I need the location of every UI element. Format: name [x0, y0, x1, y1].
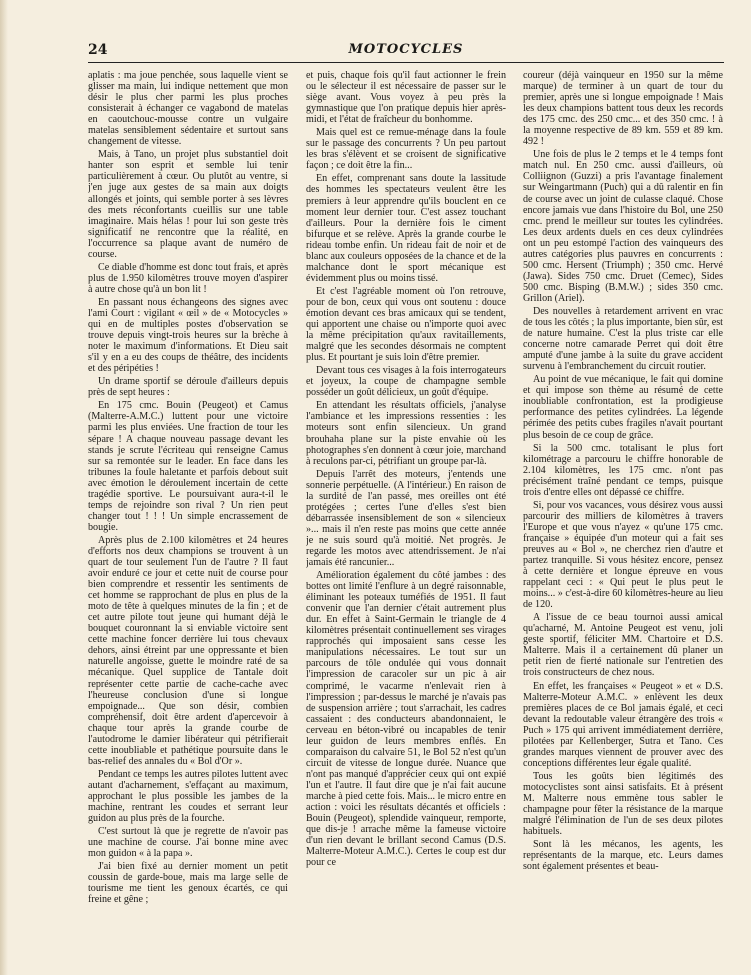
page-gutter-shadow	[0, 0, 8, 975]
paragraph: Une fois de plus le 2 temps et le 4 temps font match nul. En 250 cmc. aussi d'ailleurs, où Colliignon (Guzzi) a pris l'avantage finalement sur Weingartmann (Puch) qui a dû ralentir en fin de course avec un joint de culasse claqué. Chose encore jamais vue dans l'histoire du Bol, une 250 cmc. prend le meilleur sur toutes les cylindrées. Les deux ardents duels en ces deux cylindrées ont un peu estompé l'action des vainqueurs des autres catégories plus pauvres en concurrents : 500 cmc. Hersent (Triumph) ; 350 cmc. Hervé (Jawa). Sides 750 cmc. Druet (Cemec), Sides 500 cmc. Bisping (B.M.W.) ; sides 350 cmc. Grillon (Ariel).	[523, 149, 723, 304]
text-column-3	[523, 70, 723, 962]
paragraph: Au point de vue mécanique, le fait qui domine et qui impose son thème au résumé de cette inoubliable confrontation, est la prodigieuse performance des petites cylindrées. La légende périmée des petits cubes fragiles n'avait pourtant plus besoin de ce coup de grâce.	[523, 374, 723, 441]
paragraph: En effet, comprenant sans doute la lassitude des hommes les spectateurs veulent être les premiers à leur apprendre qu'ils bouclent en ce moment leur dernier tour. C'est assez touchant d'ailleurs. Pour la dernière fois le ciment bifurque et se relève. Après la grande courbe le rideau tombe enfin. Un rideau fait de noir et de blanc aux couleurs opposées de la chance et de la malchance dont le sport mécanique est évidemment plus ou moins tissé.	[306, 173, 506, 284]
paragraph: Sont là les mécanos, les agents, les représentants de la marque, etc. Leurs dames sont également présentes et beau-	[523, 839, 723, 873]
page-header	[88, 40, 724, 64]
paragraph: Si, pour vos vacances, vous désirez vous aussi parcourir des milliers de kilomètres à travers l'Europe et que vous n'ayez « qu'une 175 cmc. française » équipée d'un moteur qui a fait ses preuves au « Bol », ne cherchez rien d'autre et partez tranquille. Si vous hésitez encore, pensez à cette dernière et longue épreuve en vous rappelant ceci : « Qui peut le plus peut le moins... » c'est-à-dire 60 kilomètres-heure au lieu de 120.	[523, 499, 723, 611]
paragraph: Mais, à Tano, un projet plus substantiel doit hanter son esprit et semble lui tenir particulièrement à cœur. Ou plutôt au ventre, si j'en juge aux gestes de sa main aux doigts allongés et joints, qui semble porter à ses lèvres des mets réconfortants cueillis sur une table imaginaire. Mais hélas ! pour lui son geste très significatif ne rencontre que la réalité, en l'occurrence sa plaque avant de numéro de course.	[88, 149, 288, 260]
text-column-1	[88, 70, 288, 962]
paragraph: En attendant les résultats officiels, j'analyse l'ambiance et les impressions ressenties : les moteurs sont enfin silencieux. Un grand brouhaha plane sur la piste envahie où les photographes s'en donnent à cœur joie, marchand à reculons par-ci, pétrifiant un groupe par-là.	[306, 400, 506, 467]
header-rule	[88, 62, 724, 63]
paragraph: Si la 500 cmc. totalisant le plus fort kilométrage a parcouru le chiffre honorable de 2.104 kilomètres, les 175 cmc. n'ont pas précisément traîné pendant ce temps, puisque trois d'entre elles ont dépassé ce chiffre.	[523, 442, 723, 498]
paragraph: En 175 cmc. Bouin (Peugeot) et Camus (Malterre-A.M.C.) luttent pour une victoire parmi les plus enviées. Une fraction de tour les sépare ! A chaque nouveau passage devant les stands je scrute l'écriteau qui renseigne Camus sur sa remontée sur le leader. En face dans les tribunes la foule haletante et parfois debout suit avec émotion le déroulement incertain de cette tragédie sportive. Le poursuivant aura-t-il le temps de rejoindre son rival ? Un rien peut changer tout ! ! ! Un simple encrassement de bougie.	[88, 400, 288, 533]
paragraph: En effet, les françaises « Peugeot » et « D.S. Malterre-Moteur A.M.C. » enlèvent les deux premières places de ce Bol jamais égalé, et ceci devant la redoutable valeur étrangère des trois « Puch » 175 qui arrivent immédiatement derrière, pilotées par Kellenberger, Sutra et Tano. Ces grandes marques viennent de prouver avec des conceptions différentes leur égale qualité.	[523, 680, 723, 769]
text-column-2	[306, 70, 506, 962]
paragraph: Des nouvelles à retardement arrivent en vrac de tous les côtés ; la plus importante, bien sûr, est de nature humaine. C'est la plus triste car elle concerne notre camarade Perret qui doit être amputé d'une jambe à la suite du grave accident survenu à l'embranchement du circuit routier.	[523, 305, 723, 373]
paragraph: En passant nous échangeons des signes avec l'ami Court : vigilant « œil » de « Motocycles » qui en de multiples postes d'observation se trouve depuis vingt-trois heures sur la brèche à noter le maximum d'informations. Et Dieu sait s'il y en a eu des coups de théâtre, des incidents et des péripéties !	[88, 296, 288, 375]
paragraph: C'est surtout là que je regrette de n'avoir pas une machine de course. J'ai bonne mine avec mon guidon « à la papa ».	[88, 826, 288, 860]
paragraph: Tous les goûts bien légitimés des motocyclistes sont ainsi satisfaits. Et à présent M. Malterre nous emmène tous sabler le champagne pour fêter la résistance de la marque malgré l'élimination de l'un de ses deux pilotes habituels.	[523, 770, 723, 838]
magazine-title: MOTOCYCLES	[348, 42, 464, 57]
paragraph: A l'issue de ce beau tournoi aussi amical qu'acharné, M. Antoine Peugeot est venu, joli geste sportif, féliciter MM. Chartoire et D.S. Malterre. Mais il a certainement dû planer un petit rien de fierté nationale sur l'entretien des trois constructeurs de chez nous.	[523, 612, 723, 679]
paragraph: Un drame sportif se déroule d'ailleurs depuis près de sept heures :	[88, 376, 288, 399]
paragraph: Après plus de 2.100 kilomètres et 24 heures d'efforts nos deux champions se trouvent à un quart de tour seulement l'un de l'autre ? Il faut avoir enduré ce jour et cette nuit de course pour bien comprendre et ressentir les sentiments de cet homme se rapprochant de plus en plus de la moto de tête à quelques minutes de la fin ; et de cet autre pilote tout jeune qui humant déjà le bouquet couronnant la si enviable victoire sent cette machine foncer derrière lui tous chevaux dehors, ainsi étreint par une oppressante et bien naturelle angoisse, guette le moindre raté de sa mécanique. Quel supplice de Tantale doit représenter cette partie de cache-cache avec l'heureuse conclusion d'une si longue empoignade... Que son désir, combien compréhensif, doit être ardent d'apercevoir à chaque tour après la grande courbe de l'autodrome le damier libérateur qui pétrifierait cette inoubliable et pathétique poursuite dans le bas-relief des annales du « Bol d'Or ».	[88, 534, 288, 767]
paragraph: Depuis l'arrêt des moteurs, j'entends une sonnerie perpétuelle. (A l'intérieur.) En raison de la surdité de l'an passé, mes oreilles ont été protégées ; certes l'une d'elles s'est bien débarrassée insensiblement de son « silencieux »... mais il n'en reste pas moins que cette année je ne suis sourd qu'à moitié. Net progrès. Je regarde les motos avec attendrissement. Je n'ai jamais été rancunier...	[306, 468, 506, 569]
paragraph: J'ai bien fixé au dernier moment un petit coussin de garde-boue, mais ma large selle de tourisme me tient les genoux écartés, ce qui freine et gêne ;	[88, 861, 288, 906]
paragraph: coureur (déjà vainqueur en 1950 sur la même marque) de terminer à un quart de tour du premier, après une si longue empoignade ! Mais les deux champions battent tous deux les records des 175 cmc. des 250 cmc... et des 350 cmc. ! à la moyenne respective de 89 km. 559 et 89 km. 492 !	[523, 70, 723, 148]
paragraph: Mais quel est ce remue-ménage dans la foule sur le passage des concurrents ? Un peu partout les bras s'élèvent et se croisent de significative façon ; ce doit être la fin...	[306, 127, 506, 172]
paragraph: Ce diable d'homme est donc tout frais, et après plus de 1.950 kilomètres trouve moyen d'aspirer à autre chose qu'à un bon lit !	[88, 261, 288, 295]
paragraph: Et c'est l'agréable moment où l'on retrouve, pour de bon, ceux qui vous ont soutenu : douce émotion devant ces bras amicaux qui se tendent, qui apportent une chaise ou n'importe quoi avec la même précipitation qu'aux ravitaillements, malgré que les secondes désormais ne comptent plus. Et pourtant je suis loin d'être premier.	[306, 285, 506, 364]
paragraph: Amélioration également du côté jambes : des bottes ont limité l'enflure à un degré raisonnable, éliminant les poteaux tuméfiés de 1951. Il faut convenir que l'an dernier c'était autrement plus dur. En effet à Saint-Germain le triangle de 4 kilomètres présentait continuellement ses virages rapprochés qui imposaient sans cesse les manipulations nécessaires. Le tout sur un parcours de tôle ondulée qui vous donnait l'impression de caracoler sur un pic à air comprimé, le vacarme n'enlevait rien à l'impression ; par-dessus le marché je n'avais pas de suspension arrière ; tout s'arrachait, les cadres cassaient : des conducteurs abandonnaient, le cerveau en béton-vibré ou incapables de tenir leur guidon de leurs membres enflés. En comparaison du calvaire 51, le Bol 52 n'est qu'un circuit de vitesse de longue durée. Nuance que n'ont pas manqué d'apprécier ceux qui ont expié l'un et l'autre. Il faut dire que je n'ai fait aucune marche à pied cette fois. Mais... le micro entre en action : voici les résultats décantés et officiels : Bouin (Peugeot), splendide vainqueur, remporte, que dis-je ! arrache même la fameuse victoire d'un rien devant le brillant second Camus (D.S. Malterre-Moteur A.M.C.). Certes le coup est dur pour ce	[306, 570, 506, 869]
paragraph: aplatis : ma joue penchée, sous laquelle vient se glisser ma main, lui indique nettement que mon désir le plus cher parmi les plus proches consisterait à échanger ce vagabond de matelas en caoutchouc-mousse contre un vulgaire matelas sensiblement sédentaire et surtout sans changement de vitesse.	[88, 70, 288, 148]
page-number: 24	[88, 42, 108, 58]
paragraph: Devant tous ces visages à la fois interrogateurs et joyeux, la coupe de champagne semble posséder un goût délicieux, un goût d'équipe.	[306, 365, 506, 399]
paragraph: et puis, chaque fois qu'il faut actionner le frein ou le sélecteur il est nécessaire de passer sur le siège avant. Vous voyez à peu près la gymnastique que l'on pratique depuis hier après-midi, et l'état de fraîcheur du bonhomme.	[306, 70, 506, 126]
paragraph: Pendant ce temps les autres pilotes luttent avec autant d'acharnement, s'effaçant au maximum, approchant le plus possible les jambes de la machine, rentrant les coudes et serrant leur guidon au plus près de la fourche.	[88, 768, 288, 825]
